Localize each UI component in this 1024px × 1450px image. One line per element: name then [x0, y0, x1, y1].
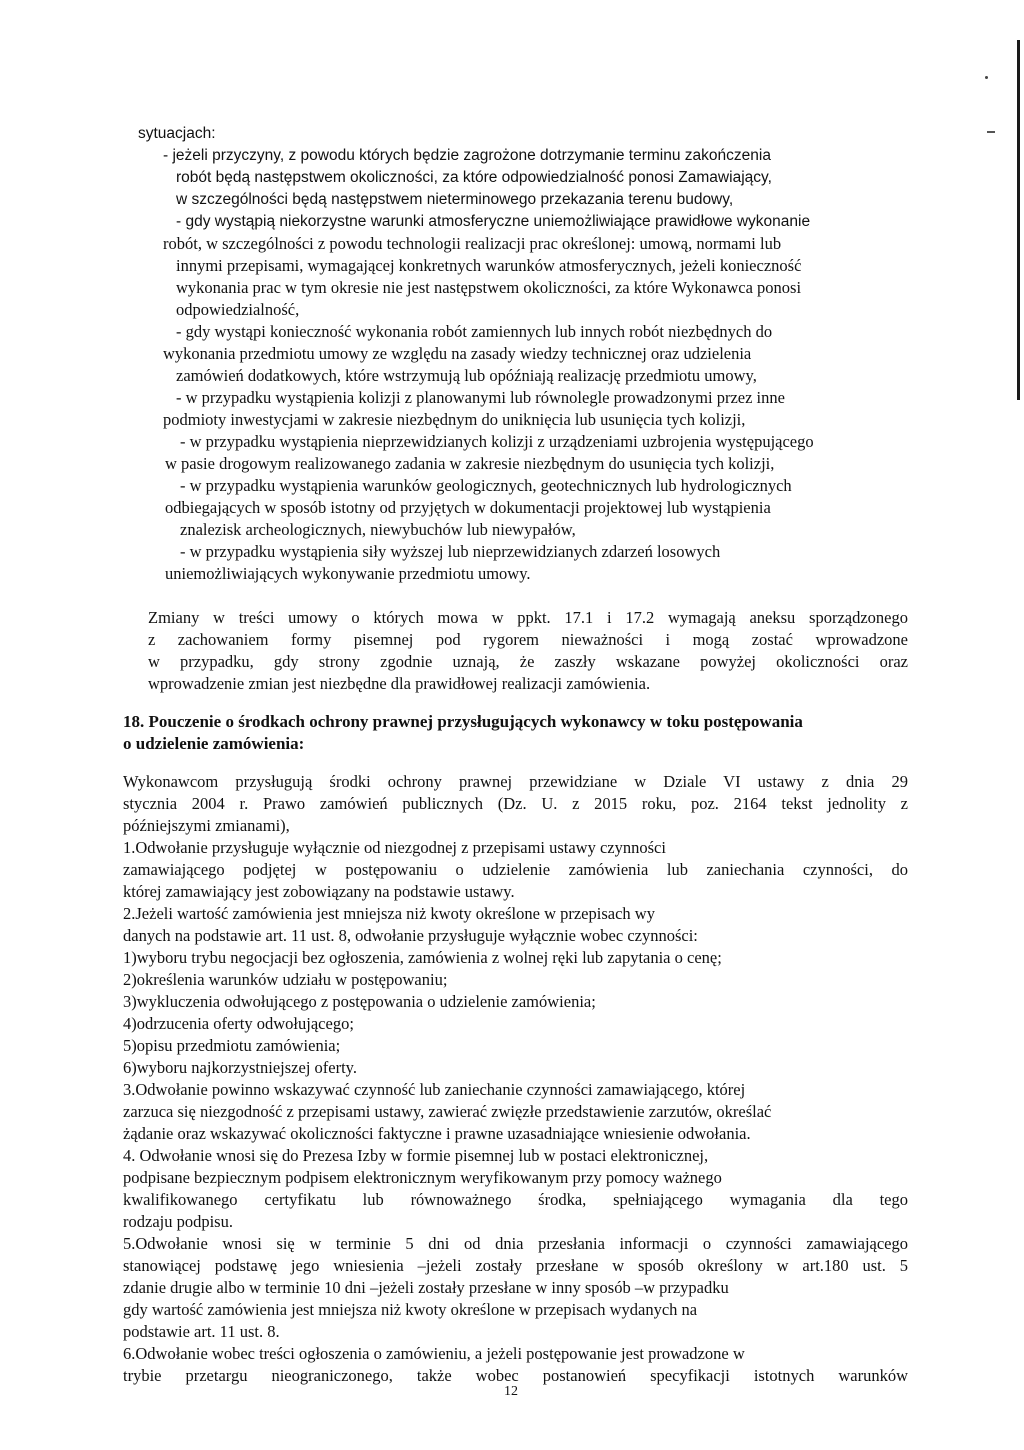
text-line: - w przypadku wystąpienia warunków geologicznych, geotechnicznych lub hydrologicznych: [180, 476, 792, 495]
text-line: 3.Odwołanie powinno wskazywać czynność lub zaniechanie czynności zamawiającego, której: [123, 1080, 746, 1099]
text-line: uniemożliwiających wykonywanie przedmiotu umowy.: [165, 564, 531, 583]
text-line: podpisane bezpiecznym podpisem elektronicznym weryfikowanym przy pomocy ważnego: [123, 1168, 722, 1187]
text-line: odbiegających w sposób istotny od przyjętych w dokumentacji projektowej lub wystąpienia: [165, 498, 771, 517]
text-line: 4. Odwołanie wnosi się do Prezesa Izby w formie pisemnej lub w postaci elektronicznej,: [123, 1146, 709, 1165]
text-line: kwalifikowanego certyfikatu lub równoważnego środka, spełniającego wymagania dla tego: [123, 1190, 908, 1209]
text-line: stanowiącej podstawę jego wniesienia –jeżeli zostały przesłane w sposób określony w art.180 ust. 5: [123, 1256, 908, 1275]
text-line: 6)wyboru najkorzystniejszej oferty.: [123, 1058, 357, 1077]
text-line: w przypadku, gdy strony zgodnie uznają, że zaszły wskazane powyżej okoliczności oraz: [148, 652, 908, 671]
text-line: zamówień dodatkowych, które wstrzymują lub opóźniają realizację przedmiotu umowy,: [176, 366, 757, 385]
text-line: podstawie art. 11 ust. 8.: [123, 1322, 280, 1341]
text-line: późniejszymi zmianami),: [123, 816, 290, 835]
text-line: wprowadzenie zmian jest niezbędne dla prawidłowej realizacji zamówienia.: [148, 674, 651, 693]
text-line: sytuacjach:: [138, 125, 216, 142]
scan-artifact-dash: [987, 131, 995, 133]
text-line: - gdy wystąpi konieczność wykonania robót zamiennych lub innych robót niezbędnych do: [176, 322, 773, 341]
text-line: zdanie drugie albo w terminie 10 dni –jeżeli zostały przesłane w inny sposób –w przypadku: [123, 1278, 729, 1297]
text-line: - w przypadku wystąpienia kolizji z planowanymi lub równolegle prowadzonymi przez inne: [176, 388, 785, 407]
text-line: robót, w szczególności z powodu technologii realizacji prac określonej: umową, normami lub: [163, 234, 782, 253]
text-line: 5.Odwołanie wnosi się w terminie 5 dni od dnia przesłania informacji o czynności zamawiającego: [123, 1234, 908, 1253]
text-line: Wykonawcom przysługują środki ochrony prawnej przewidziane w Dziale VI ustawy z dnia 29: [123, 772, 908, 791]
text-line: 1)wyboru trybu negocjacji bez ogłoszenia, zamówienia z wolnej ręki lub zapytania o cenę;: [123, 948, 722, 967]
text-line: znalezisk archeologicznych, niewybuchów lub niewypałów,: [180, 520, 576, 539]
text-line: robót będą następstwem okoliczności, za które odpowiedzialność ponosi Zamawiający,: [176, 169, 772, 186]
text-line: 2)określenia warunków udziału w postępowaniu;: [123, 970, 448, 989]
text-line: 2.Jeżeli wartość zamówienia jest mniejsza niż kwoty określone w przepisach wy: [123, 904, 655, 923]
text-line: 6.Odwołanie wobec treści ogłoszenia o zamówieniu, a jeżeli postępowanie jest prowadzone w: [123, 1344, 745, 1363]
text-line: danych na podstawie art. 11 ust. 8, odwołanie przysługuje wyłącznie wobec czynności:: [123, 926, 698, 945]
text-line: 4)odrzucenia oferty odwołującego;: [123, 1014, 354, 1033]
page-number: 12: [504, 1384, 518, 1399]
text-line: zamawiającego podjętej w postępowaniu o udzielenie zamówienia lub zaniechania czynności, do: [123, 860, 908, 879]
text-line: 3)wykluczenia odwołującego z postępowania o udzielenie zamówienia;: [123, 992, 596, 1011]
text-line: stycznia 2004 r. Prawo zamówień publicznych (Dz. U. z 2015 roku, poz. 2164 tekst jednolity z: [123, 794, 908, 813]
text-line: - jeżeli przyczyny, z powodu których będzie zagrożone dotrzymanie terminu zakończenia: [163, 147, 771, 164]
text-line: gdy wartość zamówienia jest mniejsza niż kwoty określone w przepisach wydanych na: [123, 1300, 698, 1319]
text-line: w pasie drogowym realizowanego zadania w zakresie niezbędnym do usunięcia tych kolizji,: [165, 454, 775, 473]
scan-artifact-dot: [985, 76, 988, 79]
scan-edge-line: [1017, 40, 1020, 400]
text-line: żądanie oraz wskazywać okoliczności faktyczne i prawne uzasadniające wniesienie odwołania.: [123, 1124, 751, 1143]
text-line: - w przypadku wystąpienia siły wyższej lub nieprzewidzianych zdarzeń losowych: [180, 542, 721, 561]
text-line: odpowiedzialność,: [176, 300, 300, 319]
section-heading: 18. Pouczenie o środkach ochrony prawnej przysługujących wykonawcy w toku postępowania: [123, 712, 803, 731]
text-line: Zmiany w treści umowy o których mowa w ppkt. 17.1 i 17.2 wymagają aneksu sporządzonego: [148, 608, 908, 627]
text-line: rodzaju podpisu.: [123, 1212, 233, 1231]
section-heading: o udzielenie zamówienia:: [123, 734, 305, 753]
text-line: podmioty inwestycjami w zakresie niezbędnym do uniknięcia lub usunięcia tych kolizji,: [163, 410, 746, 429]
text-line: 1.Odwołanie przysługuje wyłącznie od niezgodnej z przepisami ustawy czynności: [123, 838, 666, 857]
text-line: wykonania przedmiotu umowy ze względu na zasady wiedzy technicznej oraz udzielenia: [163, 344, 752, 363]
text-line: - w przypadku wystąpienia nieprzewidzianych kolizji z urządzeniami uzbrojenia występującego: [180, 432, 814, 451]
text-line: zarzuca się niezgodność z przepisami ustawy, zawierać zwięzłe przedstawienie zarzutów, określać: [123, 1102, 772, 1121]
text-line: 5)opisu przedmiotu zamówienia;: [123, 1036, 341, 1055]
text-line: z zachowaniem formy pisemnej pod rygorem nieważności i mogą zostać wprowadzone: [148, 630, 908, 649]
text-line: w szczególności będą następstwem nieterminowego przekazania terenu budowy,: [176, 191, 734, 208]
text-line: której zamawiający jest zobowiązany na podstawie ustawy.: [123, 882, 515, 901]
text-line: - gdy wystąpią niekorzystne warunki atmosferyczne uniemożliwiające prawidłowe wykonanie: [176, 213, 811, 230]
text-line: trybie przetargu nieograniczonego, także wobec postanowień specyfikacji istotnych warunków: [123, 1366, 908, 1385]
text-line: innymi przepisami, wymagającej konkretnych warunków atmosferycznych, jeżeli konieczność: [176, 256, 802, 275]
text-line: wykonania prac w tym okresie nie jest następstwem okoliczności, za które Wykonawca ponosi: [176, 278, 802, 297]
